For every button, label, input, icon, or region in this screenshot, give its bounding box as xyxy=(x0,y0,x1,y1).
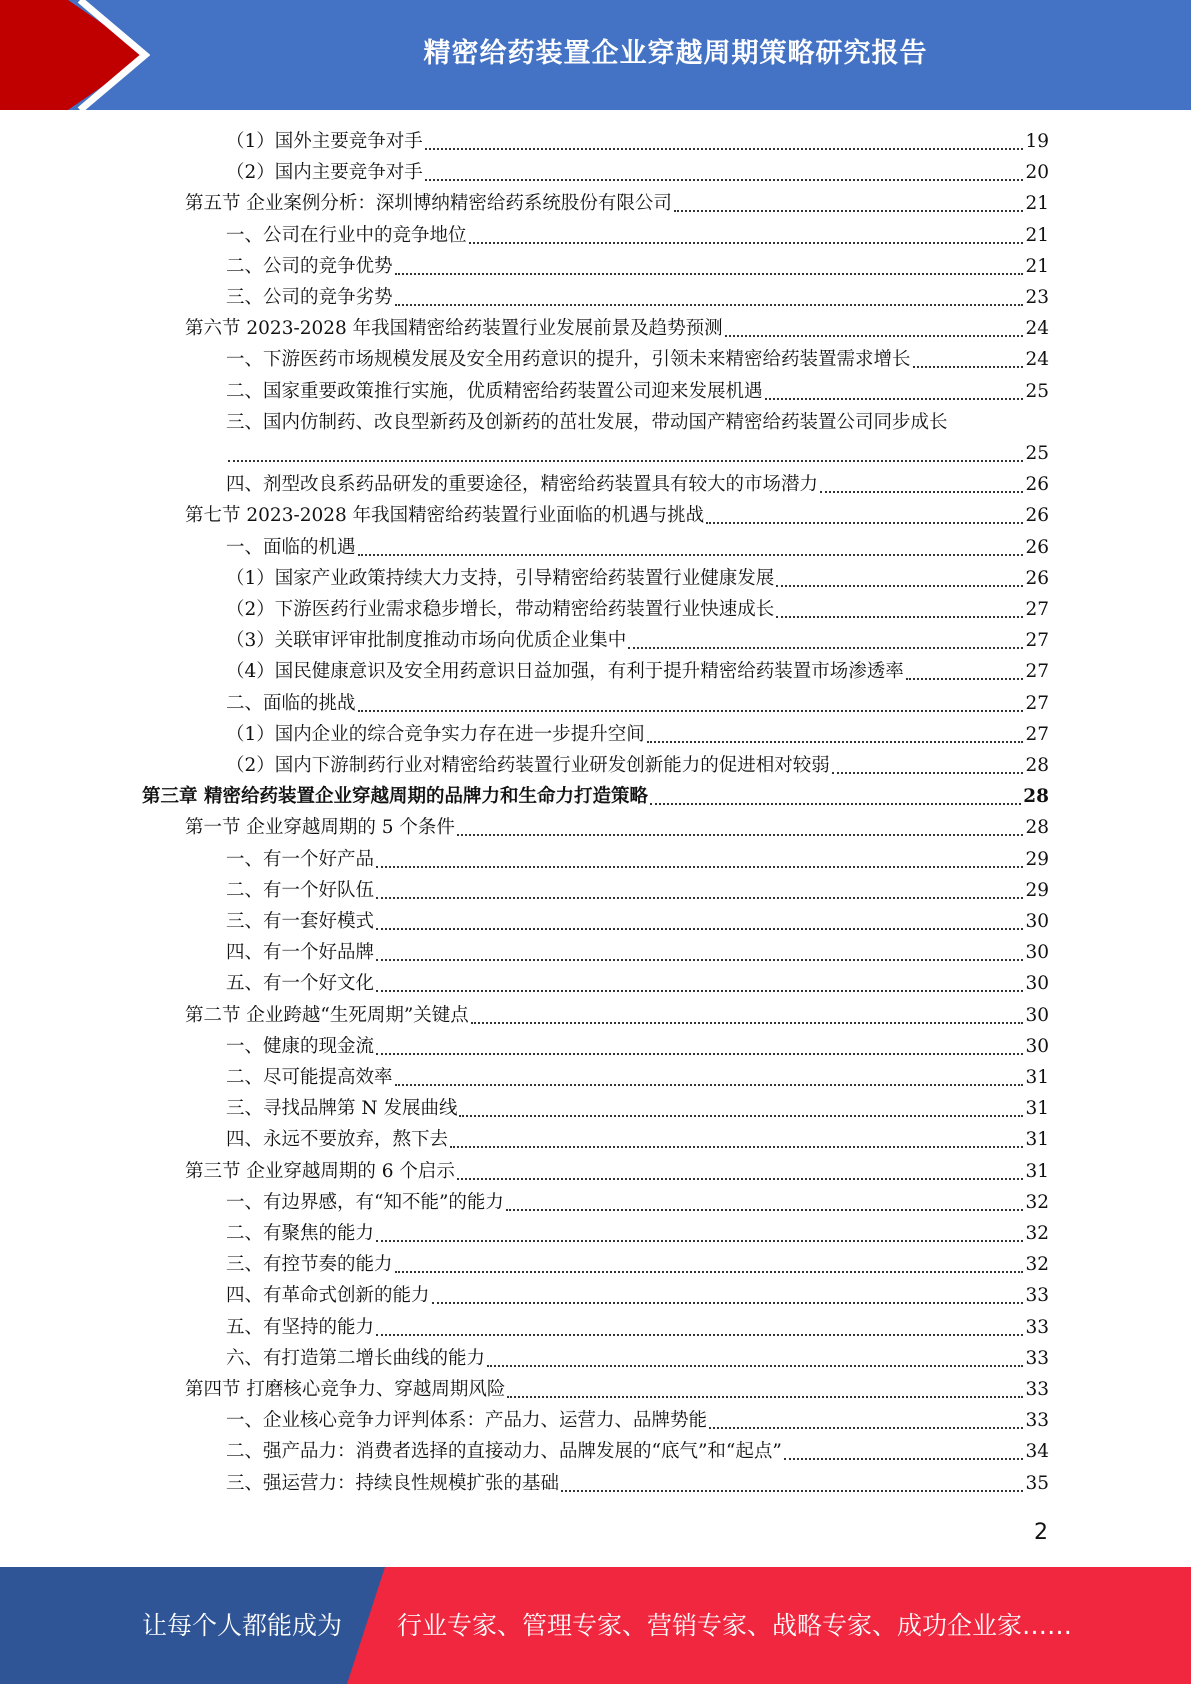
toc-entry-page: 27 xyxy=(1025,630,1049,652)
toc-entry[interactable] xyxy=(226,907,1049,937)
toc-entry[interactable] xyxy=(226,689,1049,719)
toc-entry-page: 23 xyxy=(1025,287,1049,308)
toc-entry-title: 一、健康的现金流 xyxy=(226,1035,375,1057)
toc-leader-dots xyxy=(228,460,1023,462)
toc-entry[interactable] xyxy=(226,1094,1049,1124)
toc-entry-title: 第六节 2023-2028 年我国精密给药装置行业发展前景及趋势预测 xyxy=(185,318,723,340)
toc-entry[interactable] xyxy=(226,1281,1049,1311)
toc-entry[interactable] xyxy=(226,564,1049,594)
toc-entry[interactable] xyxy=(185,1375,1049,1405)
toc-entry-page: 27 xyxy=(1025,661,1049,683)
toc-entry-title: 一、公司在行业中的竞争地位 xyxy=(226,224,467,246)
toc-entry-page: 20 xyxy=(1025,162,1049,184)
toc-entry-title: 一、下游医药市场规模发展及安全用药意识的提升，引领未来精密给药装置需求增长 xyxy=(226,349,911,371)
toc-entry-title: 第三节 企业穿越周期的 6 个启示 xyxy=(185,1160,455,1182)
toc-entry-title: 一、有一个好产品 xyxy=(226,848,375,870)
toc-entry-page: 35 xyxy=(1025,1472,1049,1494)
toc-entry-page: 25 xyxy=(1025,380,1049,402)
toc-entry[interactable] xyxy=(226,1469,1049,1499)
toc-entry[interactable] xyxy=(226,969,1049,999)
toc-entry-page: 26 xyxy=(1025,567,1049,589)
toc-leader-dots xyxy=(725,335,1024,337)
toc-entry-page: 30 xyxy=(1025,973,1049,995)
toc-leader-dots xyxy=(457,1178,1024,1180)
toc-entry-page: 30 xyxy=(1025,1004,1049,1026)
toc-entry-title: 第七节 2023-2028 年我国精密给药装置行业面临的机遇与挑战 xyxy=(185,505,705,527)
toc-entry[interactable] xyxy=(226,1219,1049,1249)
toc-entry[interactable] xyxy=(226,595,1049,625)
toc-leader-dots xyxy=(425,179,1024,181)
toc-entry[interactable] xyxy=(226,345,1049,375)
toc-leader-dots xyxy=(706,522,1023,524)
toc-entry-title: 一、面临的机遇 xyxy=(226,536,356,558)
toc-leader-dots xyxy=(395,304,1024,306)
toc-entry-title: 第三章 精密给药装置企业穿越周期的品牌力和生命力打造策略 xyxy=(142,786,648,808)
toc-entry-page: 29 xyxy=(1025,879,1049,901)
toc-entry-title: 四、剂型改良系药品研发的重要途径，精密给药装置具有较大的市场潜力 xyxy=(226,474,819,496)
toc-entry[interactable] xyxy=(226,657,1049,687)
toc-entry[interactable] xyxy=(226,1063,1049,1093)
toc-leader-dots xyxy=(628,647,1023,649)
toc-entry-page: 24 xyxy=(1025,349,1049,371)
toc-entry-page: 30 xyxy=(1025,942,1049,964)
toc-leader-dots xyxy=(776,616,1023,618)
toc-entry[interactable] xyxy=(226,252,1049,282)
toc-entry-page: 29 xyxy=(1025,848,1049,870)
toc-leader-dots xyxy=(425,148,1024,150)
toc-leader-dots xyxy=(650,803,1021,805)
toc-entry-page: 28 xyxy=(1023,786,1049,808)
toc-entry[interactable] xyxy=(226,1344,1049,1374)
toc-entry[interactable] xyxy=(185,189,1049,219)
toc-entry-page: 25 xyxy=(1025,443,1049,464)
toc-entry-page: 34 xyxy=(1025,1441,1049,1463)
toc-leader-dots xyxy=(358,554,1024,556)
toc-entry-page: 33 xyxy=(1025,1347,1049,1369)
toc-entry[interactable] xyxy=(226,720,1049,750)
toc-entry-title: 五、有一个好文化 xyxy=(226,973,375,995)
toc-leader-dots xyxy=(376,990,1023,992)
toc-entry-title: 四、永远不要放弃，熬下去 xyxy=(226,1129,449,1151)
toc-leader-dots xyxy=(507,1396,1023,1398)
toc-entry[interactable] xyxy=(226,283,1049,313)
footer-slogan-right: 行业专家、管理专家、营销专家、战略专家、成功企业家…… xyxy=(397,1611,1073,1640)
toc-entry[interactable] xyxy=(142,782,1049,812)
toc-leader-dots xyxy=(376,1240,1023,1242)
toc-leader-dots xyxy=(913,366,1024,368)
toc-entry-title: 第一节 企业穿越周期的 5 个条件 xyxy=(185,817,455,839)
toc-leader-dots xyxy=(820,491,1023,493)
footer-slogan-left: 让每个人都能成为 xyxy=(142,1611,343,1640)
toc-entry-title: 五、有坚持的能力 xyxy=(226,1316,375,1338)
toc-entry-page: 33 xyxy=(1025,1410,1049,1432)
toc-leader-dots xyxy=(647,741,1024,743)
toc-leader-dots xyxy=(376,866,1023,868)
toc-entry[interactable] xyxy=(226,1313,1049,1343)
toc-entry-page: 28 xyxy=(1025,817,1049,839)
toc-leader-dots xyxy=(709,1427,1023,1429)
toc-entry[interactable] xyxy=(226,845,1049,875)
toc-entry-page: 32 xyxy=(1025,1254,1049,1276)
toc-entry-page: 27 xyxy=(1025,692,1049,714)
toc-entry-page: 26 xyxy=(1025,474,1049,496)
toc-entry-page: 26 xyxy=(1025,536,1049,558)
toc-entry-title: 三、公司的竞争劣势 xyxy=(226,287,393,308)
toc-entry-title: 一、有边界感，有“知不能”的能力 xyxy=(226,1191,504,1213)
toc-entry-page: 27 xyxy=(1025,599,1049,620)
toc-leader-dots xyxy=(832,772,1024,774)
toc-leader-dots xyxy=(784,1458,1024,1460)
toc-entry-title: 六、有打造第二增长曲线的能力 xyxy=(226,1347,486,1369)
toc-entry[interactable] xyxy=(226,221,1049,251)
toc-entry-title: 二、强产品力：消费者选择的直接动力、品牌发展的“底气”和“起点” xyxy=(226,1441,782,1463)
toc-leader-dots xyxy=(457,834,1024,836)
toc-leader-dots xyxy=(765,398,1024,400)
toc-leader-dots xyxy=(376,1053,1023,1055)
header-red-chevron xyxy=(0,0,150,110)
toc-entry-page: 21 xyxy=(1025,224,1049,246)
toc-entry[interactable] xyxy=(226,1125,1049,1155)
toc-leader-dots xyxy=(471,1022,1024,1024)
toc-entry-title: 二、有聚焦的能力 xyxy=(226,1223,375,1244)
toc-entry-page: 31 xyxy=(1025,1160,1049,1182)
toc-entry-page: 32 xyxy=(1025,1223,1049,1244)
toc-entry-page: 30 xyxy=(1025,1035,1049,1057)
toc-leader-dots xyxy=(487,1365,1023,1367)
toc-entry-title: （1）国内企业的综合竞争实力存在进一步提升空间 xyxy=(226,723,645,745)
toc-entry-page: 28 xyxy=(1025,755,1049,776)
toc-entry[interactable] xyxy=(226,876,1049,906)
toc-entry[interactable] xyxy=(226,1032,1049,1062)
toc-leader-dots xyxy=(469,242,1024,244)
toc-entry-title: 三、有控节奏的能力 xyxy=(226,1254,393,1276)
toc-entry-title: （4）国民健康意识及安全用药意识日益加强，有利于提升精密给药装置市场渗透率 xyxy=(226,661,904,683)
toc-entry[interactable] xyxy=(226,1437,1049,1467)
toc-leader-dots xyxy=(376,928,1023,930)
toc-entry-title: （2）下游医药行业需求稳步增长，带动精密给药装置行业快速成长 xyxy=(226,599,775,620)
toc-entry-title: 二、国家重要政策推行实施，优质精密给药装置公司迎来发展机遇 xyxy=(226,380,763,402)
toc-entry-page: 19 xyxy=(1025,131,1049,152)
toc-entry-title: （3）关联审评审批制度推动市场向优质企业集中 xyxy=(226,630,627,652)
toc-entry-title: 三、国内仿制药、改良型新药及创新药的茁壮发展，带动国产精密给药装置公司同步成长 xyxy=(226,411,948,433)
toc-entry-title: 二、尽可能提高效率 xyxy=(226,1067,393,1088)
toc-entry-page: 33 xyxy=(1025,1379,1049,1400)
toc-entry-title: （2）国内主要竞争对手 xyxy=(226,162,423,184)
toc-entry-title: 第四节 打磨核心竞争力、穿越周期风险 xyxy=(185,1379,506,1400)
toc-entry-page: 21 xyxy=(1025,255,1049,277)
toc-leader-dots xyxy=(776,585,1023,587)
toc-entry[interactable] xyxy=(185,1001,1049,1031)
toc-entry-title: （1）国外主要竞争对手 xyxy=(226,131,423,152)
report-title: 精密给药装置企业穿越周期策略研究报告 xyxy=(423,37,928,69)
toc-entry-title: 一、企业核心竞争力评判体系：产品力、运营力、品牌势能 xyxy=(226,1410,708,1432)
toc-entry-page: 27 xyxy=(1025,723,1049,745)
toc-leader-dots xyxy=(906,678,1024,680)
toc-entry-title: 三、有一套好模式 xyxy=(226,911,375,932)
toc-entry-title: 二、面临的挑战 xyxy=(226,692,356,714)
toc-entry-title: 三、寻找品牌第 N 发展曲线 xyxy=(226,1098,458,1120)
toc-entry[interactable] xyxy=(226,938,1049,968)
toc-leader-dots xyxy=(395,1084,1024,1086)
toc-entry-page: 31 xyxy=(1025,1098,1049,1120)
toc-entry[interactable] xyxy=(226,158,1049,188)
toc-leader-dots xyxy=(459,1115,1023,1117)
page-header xyxy=(0,0,1191,110)
toc-entry-page: 33 xyxy=(1025,1285,1049,1307)
toc-leader-dots xyxy=(506,1209,1024,1211)
toc-leader-dots xyxy=(376,959,1023,961)
toc-leader-dots xyxy=(395,273,1024,275)
toc-leader-dots xyxy=(376,897,1023,899)
toc-entry[interactable] xyxy=(226,439,1049,469)
toc-entry-page: 21 xyxy=(1025,193,1049,215)
toc-entry-page: 33 xyxy=(1025,1316,1049,1338)
toc-entry-page: 24 xyxy=(1025,318,1049,340)
toc-entry-title: （2）国内下游制药行业对精密给药装置行业研发创新能力的促进相对较弱 xyxy=(226,755,830,776)
toc-entry-title: 二、有一个好队伍 xyxy=(226,879,375,901)
toc-entry[interactable] xyxy=(226,470,1049,500)
toc-entry-page: 26 xyxy=(1025,505,1049,527)
toc-entry[interactable] xyxy=(185,813,1049,843)
toc-entry-page: 32 xyxy=(1025,1191,1049,1213)
toc-entry[interactable] xyxy=(185,501,1049,531)
page-footer xyxy=(0,1567,1191,1684)
toc-leader-dots xyxy=(450,1146,1023,1148)
toc-entry[interactable] xyxy=(226,626,1049,656)
toc-entry-page: 30 xyxy=(1025,911,1049,932)
toc-entry[interactable] xyxy=(226,751,1049,781)
toc-entry-title: 三、强运营力：持续良性规模扩张的基础 xyxy=(226,1472,560,1494)
toc-entry[interactable] xyxy=(226,1188,1049,1218)
toc-leader-dots xyxy=(561,1490,1023,1492)
toc-entry-title: 二、公司的竞争优势 xyxy=(226,255,393,277)
toc-leader-dots xyxy=(376,1334,1023,1336)
toc-entry[interactable] xyxy=(226,1406,1049,1436)
toc-entry-title: 第五节 企业案例分析：深圳博纳精密给药系统股份有限公司 xyxy=(185,193,672,215)
toc-entry-page: 31 xyxy=(1025,1067,1049,1088)
toc-entry-title: 四、有革命式创新的能力 xyxy=(226,1285,430,1307)
toc-leader-dots xyxy=(432,1302,1024,1304)
toc-leader-dots xyxy=(358,710,1024,712)
toc-entry-page: 31 xyxy=(1025,1129,1049,1151)
toc-entry-title: 第二节 企业跨越“生死周期”关键点 xyxy=(185,1004,469,1026)
page-number: 2 xyxy=(1034,1520,1048,1545)
toc-entry-title: 四、有一个好品牌 xyxy=(226,942,375,964)
toc-entry[interactable] xyxy=(185,1157,1049,1187)
toc-entry[interactable] xyxy=(226,127,1049,157)
toc-entry[interactable] xyxy=(185,314,1049,344)
toc-entry[interactable] xyxy=(226,1250,1049,1280)
toc-entry-title: （1）国家产业政策持续大力支持，引导精密给药装置行业健康发展 xyxy=(226,567,775,589)
toc-entry[interactable] xyxy=(226,533,1049,563)
toc-leader-dots xyxy=(674,210,1024,212)
toc-entry[interactable] xyxy=(226,377,1049,407)
toc-leader-dots xyxy=(395,1271,1024,1273)
toc-entry[interactable] xyxy=(226,408,948,438)
